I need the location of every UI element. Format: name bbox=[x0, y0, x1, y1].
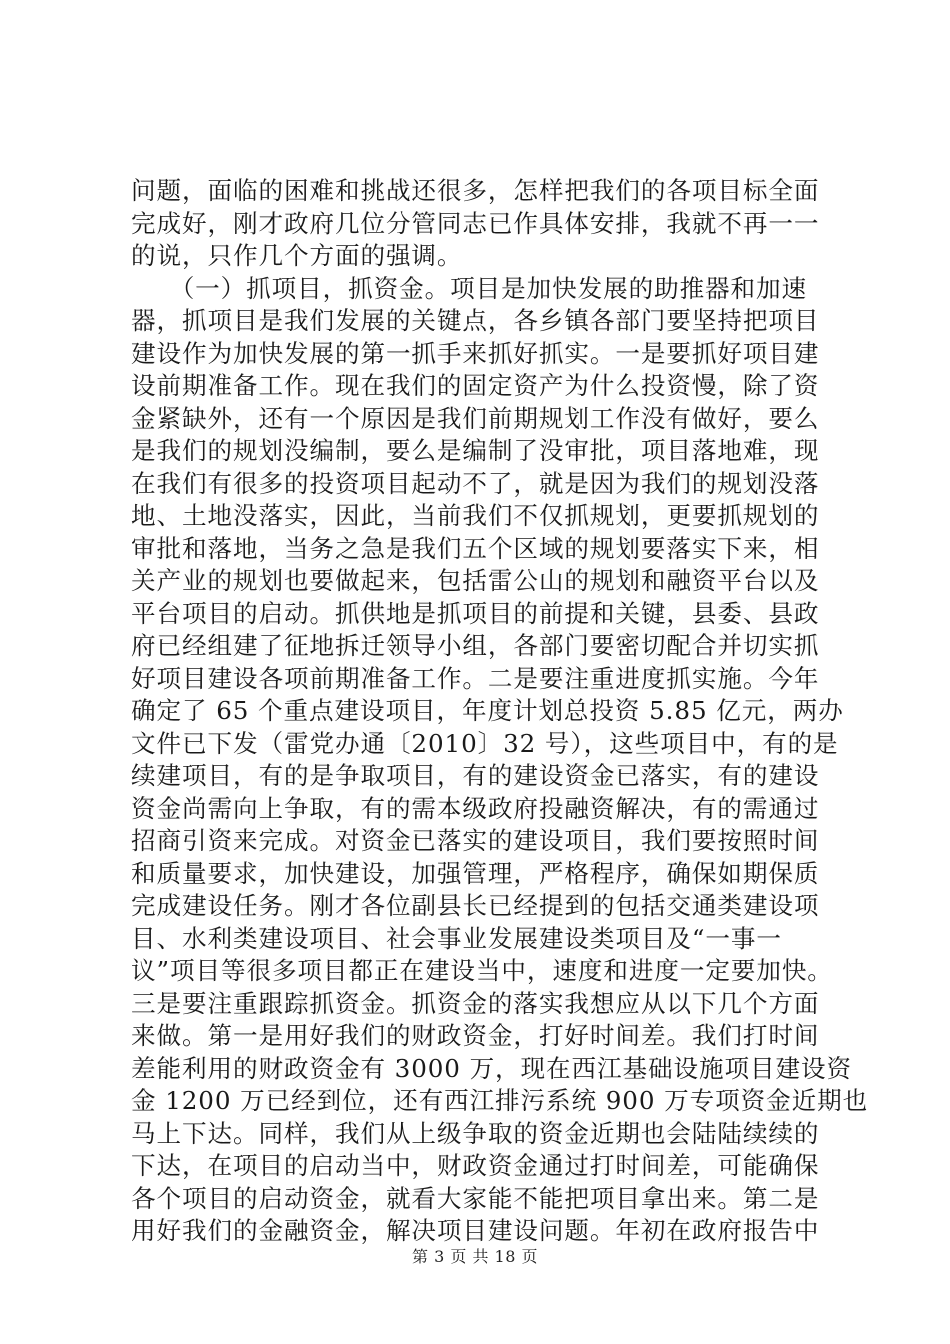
text-line: 来做。第一是用好我们的财政资金，打好时间差。我们打时间 bbox=[131, 1021, 820, 1050]
text-line: 关产业的规划也要做起来，包括雷公山的规划和融资平台以及 bbox=[131, 566, 820, 595]
text-line: 资金尚需向上争取，有的需本级政府投融资解决，有的需通过 bbox=[131, 793, 820, 823]
text-line: 金紧缺外，还有一个原因是我们前期规划工作没有做好，要么 bbox=[131, 403, 820, 433]
text-line: 器，抓项目是我们发展的关键点，各乡镇各部门要坚持把项目 bbox=[131, 306, 820, 335]
text-line: 下达，在项目的启动当中，财政资金通过打时间差，可能确保 bbox=[131, 1151, 820, 1180]
text-line: 好项目建设各项前期准备工作。二是要注重进度抓实施。今年 bbox=[131, 663, 820, 693]
text-line: 平台项目的启动。抓供地是抓项目的前提和关键，县委、县政 bbox=[131, 598, 820, 628]
text-line: 完成好，刚才政府几位分管同志已作具体安排，我就不再一一 bbox=[131, 208, 820, 238]
text-line: 确定了 65 个重点建设项目，年度计划总投资 5.85 亿元，两办 bbox=[131, 696, 844, 725]
text-line: 在我们有很多的投资项目起动不了，就是因为我们的规划没落 bbox=[131, 468, 820, 498]
text-line: 用好我们的金融资金，解决项目建设问题。年初在政府报告中 bbox=[131, 1216, 820, 1245]
text-line: 议”项目等很多项目都正在建设当中，速度和进度一定要加快。 bbox=[131, 956, 833, 985]
text-line: 审批和落地，当务之急是我们五个区域的规划要落实下来，相 bbox=[131, 533, 820, 563]
text-line: 续建项目，有的是争取项目，有的建设资金已落实，有的建设 bbox=[131, 761, 820, 790]
text-line: 完成建设任务。刚才各位副县长已经提到的包括交通类建设项 bbox=[131, 891, 820, 920]
body-text bbox=[131, 175, 869, 1248]
text-line: 府已经组建了征地拆迁领导小组，各部门要密切配合并切实抓 bbox=[131, 631, 820, 660]
text-line: 的说，只作几个方面的强调。 bbox=[131, 241, 463, 270]
text-line: 目、水利类建设项目、社会事业发展建设类项目及“一事一 bbox=[131, 923, 782, 953]
page-footer: 第 3 页 共 18 页 bbox=[412, 1247, 538, 1266]
text-line: 设前期准备工作。现在我们的固定资产为什么投资慢，除了资 bbox=[131, 371, 820, 400]
text-line: 和质量要求，加快建设，加强管理，严格程序，确保如期保质 bbox=[131, 858, 820, 888]
text-line: 三是要注重跟踪抓资金。抓资金的落实我想应从以下几个方面 bbox=[131, 988, 820, 1018]
text-line: 地、土地没落实，因此，当前我们不仅抓规划，更要抓规划的 bbox=[131, 501, 820, 530]
text-line: 各个项目的启动资金，就看大家能不能把项目拿出来。第二是 bbox=[131, 1183, 820, 1213]
text-line: （一）抓项目，抓资金。项目是加快发展的助推器和加速 bbox=[131, 273, 808, 303]
text-line: 金 1200 万已经到位，还有西江排污系统 900 万专项资金近期也 bbox=[131, 1086, 869, 1115]
text-line: 文件已下发（雷党办通〔2010〕32 号），这些项目中，有的是 bbox=[131, 728, 839, 758]
text-line: 问题，面临的困难和挑战还很多，怎样把我们的各项目标全面 bbox=[131, 176, 820, 205]
text-line: 差能利用的财政资金有 3000 万，现在西江基础设施项目建设资 bbox=[131, 1053, 852, 1083]
text-line: 马上下达。同样，我们从上级争取的资金近期也会陆陆续续的 bbox=[131, 1118, 820, 1148]
text-line: 建设作为加快发展的第一抓手来抓好抓实。一是要抓好项目建 bbox=[131, 338, 820, 368]
text-line: 是我们的规划没编制，要么是编制了没审批，项目落地难，现 bbox=[131, 436, 820, 465]
text-line: 招商引资来完成。对资金已落实的建设项目，我们要按照时间 bbox=[131, 826, 820, 855]
